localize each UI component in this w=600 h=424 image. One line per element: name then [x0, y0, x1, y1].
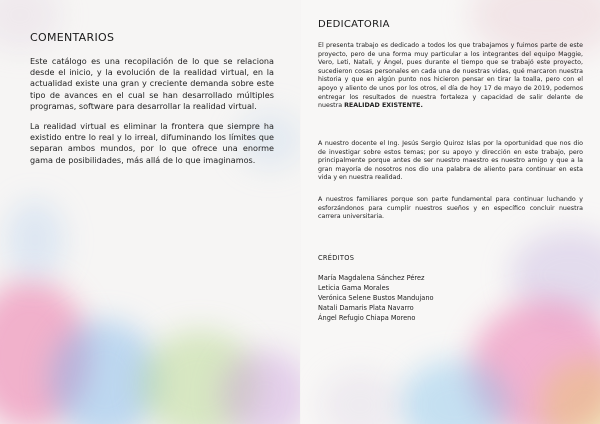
dedication-heading: DEDICATORIA	[318, 19, 390, 30]
page-gutter	[300, 0, 301, 424]
dedication-paragraph-1-text: El presenta trabajo es dedicado a todos los que trabajamos y fuimos parte de este proyecto, pero de una forma muy particular a los integrantes del equipo Maggie, Vero, Leti, Natali, y Ángel, pues durante el tiempo que se trabajó este proyecto, sucedieron cosas personales en cada una de nuestras vidas, qué marcaron nuestra historia y que en algún punto nos hicieron pensar en tirar la toalla, pero con el apoyo y aliento de unos por los otros, el día de hoy 17 de mayo de 2019, podemos entregar los resultados de nuestra fortaleza y capacidad de salir delante de nuestra	[318, 42, 583, 110]
credit-name: Leticia Gama Morales	[318, 284, 390, 292]
comments-paragraph-2: La realidad virtual es eliminar la frontera que siempre ha existido entre lo real y lo irreal, difuminando los límites que separan ambos mundos, por lo que ofrece una enorme gama de posibilidades, más allá de lo que imaginamos.	[30, 121, 274, 165]
dedication-paragraph-1	[318, 42, 583, 111]
dedication-emphasis: REALIDAD EXISTENTE.	[344, 102, 423, 110]
comments-paragraph-1: Este catálogo es una recopilación de lo que se relaciona desde el inicio, y la evolución de la realidad virtual, en la actualidad existe una gran y creciente demanda sobre este tipo de avances en el cual se han desarrollado múltiples programas, software para desarrollar la realidad virtual.	[30, 56, 274, 111]
dedication-paragraph-2: A nuestro docente el Ing. Jesús Sergio Quiroz Islas por la oportunidad que nos dio de investigar sobre estos temas; por su apoyo y dirección en este trabajo, pero principalmente porque antes de ser nuestro maestro es nuestro amigo y que a la gran mayoría de nosotros nos dio una palabra de aliento para continuar en esta vida y en nuestra realidad.	[318, 140, 583, 182]
paint-splash-decoration	[5, 200, 65, 280]
credit-name: Natali Damaris Plata Navarro	[318, 304, 414, 312]
credits-heading: CRÉDITOS	[318, 254, 355, 262]
paint-splash-decoration	[320, 370, 400, 424]
credits-list	[318, 273, 434, 323]
credit-name: Verónica Selene Bustos Mandujano	[318, 294, 434, 302]
credit-name: Ángel Refugio Chiapa Moreno	[318, 314, 416, 322]
dedication-paragraph-3: A nuestros familiares porque son parte fundamental para continuar luchando y esforzándonos para cumplir nuestros sueños y en específico concluir nuestra carrera universitaria.	[318, 196, 583, 221]
credit-name: María Magdalena Sánchez Pérez	[318, 274, 425, 282]
comments-heading: COMENTARIOS	[30, 31, 115, 44]
